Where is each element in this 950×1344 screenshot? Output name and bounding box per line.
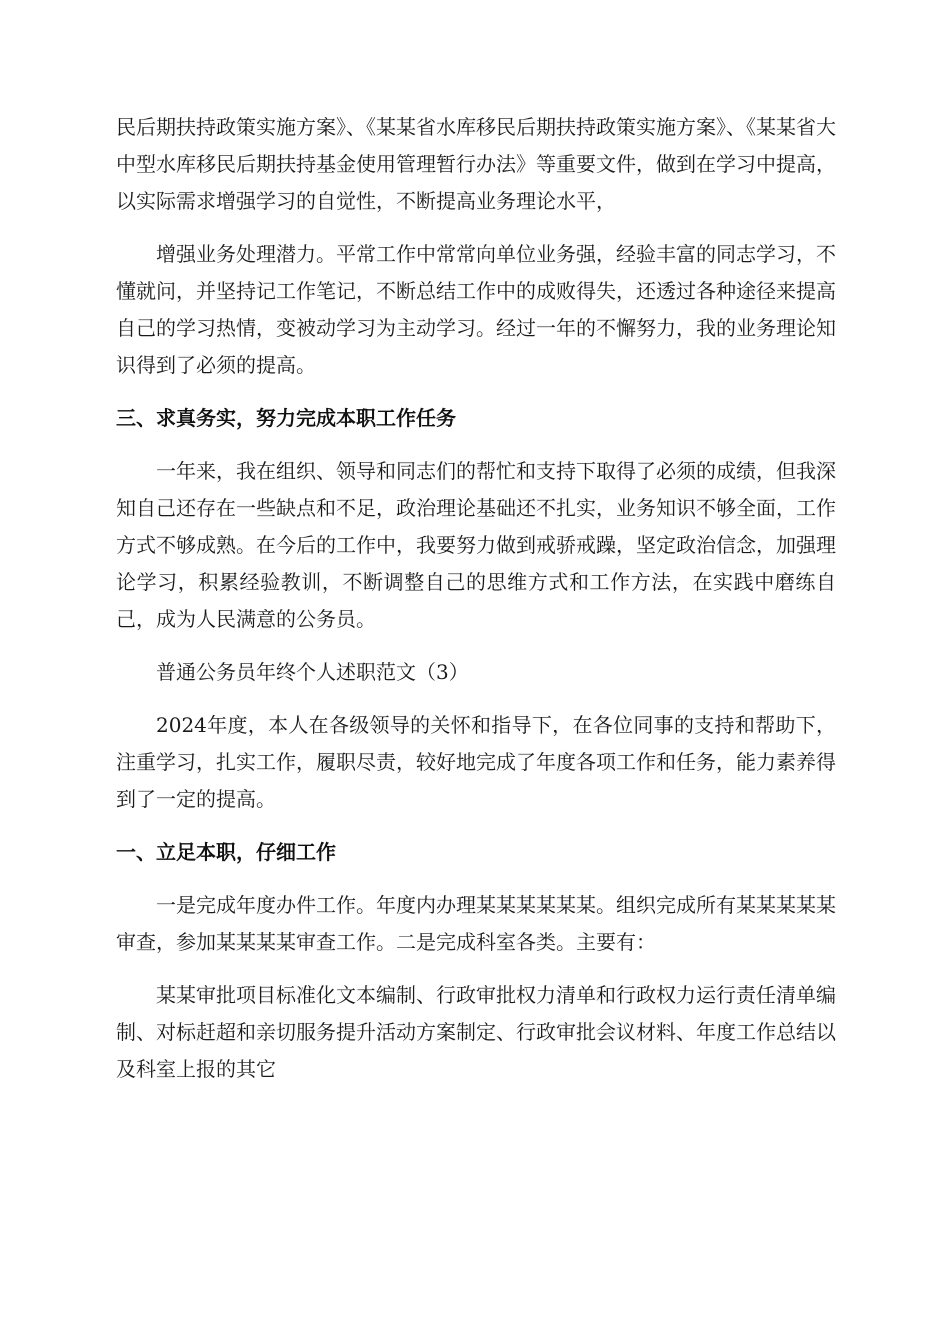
paragraph-gap [116, 961, 836, 977]
section-heading-one: 一、立足本职，仔细工作 [116, 840, 336, 864]
paragraph-gap [116, 638, 836, 654]
paragraph-annual-tasks: 一是完成年度办件工作。年度内办理某某某某某某。组织完成所有某某某某某审查，参加某某某某审查工作。二是完成科室各类。主要有： [116, 893, 836, 954]
paragraph-gap [116, 220, 836, 236]
paragraph-business-ability: 增强业务处理潜力。平常工作中常常向单位业务强，经验丰富的同志学习，不懂就问，并坚持记工作笔记，不断总结工作中的成败得失，还透过各种途径来提高自己的学习热情，变被动学习为主动学习。经过一年的不懈努力，我的业务理论知识得到了必须的提高。 [116, 242, 836, 377]
paragraph-annual-intro: 2024年度，本人在各级领导的关怀和指导下，在各位同事的支持和帮助下，注重学习，扎实工作，履职尽责，较好地完成了年度各项工作和任务，能力素养得到了一定的提高。 [116, 713, 836, 811]
paragraph-gap [116, 818, 836, 834]
paragraph-gap [116, 871, 836, 887]
paragraph-gap [116, 437, 836, 453]
paragraph-task-list: 某某审批项目标准化文本编制、行政审批权力清单和行政权力运行责任清单编制、对标赶超和亲切服务提升活动方案制定、行政审批会议材料、年度工作总结以及科室上报的其它 [116, 983, 836, 1081]
article-subtitle: 普通公务员年终个人述职范文（3） [156, 660, 469, 684]
document-body [116, 109, 836, 1088]
paragraph-gap [116, 691, 836, 707]
paragraph-gap [116, 384, 836, 400]
paragraph-policy-documents: 民后期扶持政策实施方案》、《某某省水库移民后期扶持政策实施方案》、《某某省大中型水库移民后期扶持基金使用管理暂行办法》等重要文件，做到在学习中提高，以实际需求增强学习的自觉性，不断提高业务理论水平， [116, 115, 836, 213]
paragraph-year-summary: 一年来，我在组织、领导和同志们的帮忙和支持下取得了必须的成绩，但我深知自己还存在一些缺点和不足，政治理论基础还不扎实，业务知识不够全面，工作方式不够成熟。在今后的工作中，我要努力做到戒骄戒躁，坚定政治信念，加强理论学习，积累经验教训，不断调整自己的思维方式和工作方法，在实践中磨练自己，成为人民满意的公务员。 [116, 459, 836, 631]
section-heading-three: 三、求真务实，努力完成本职工作任务 [116, 406, 456, 430]
